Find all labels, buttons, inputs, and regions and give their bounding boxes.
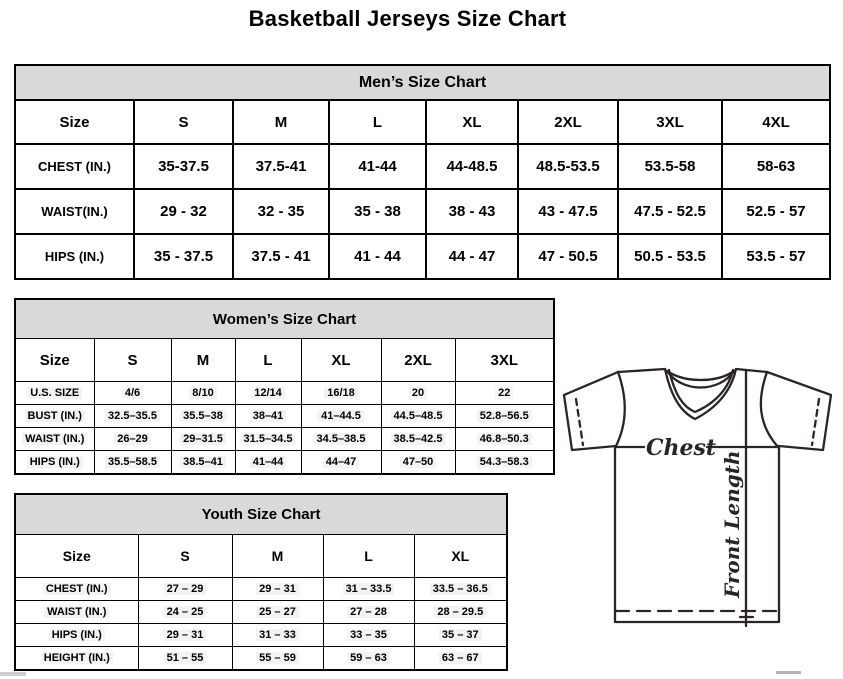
womens-size-value [94, 382, 171, 405]
mens-column-header: S [134, 100, 233, 144]
mens-size-value [618, 189, 722, 234]
womens-size-value-text: 47–50 [400, 456, 437, 468]
mens-column-header: 4XL [722, 100, 830, 144]
mens-size-value-text: 35 - 37.5 [153, 248, 214, 265]
youth-size-value-text: 63 – 67 [439, 652, 482, 664]
mens-size-value [329, 144, 426, 189]
youth-column-header: S [138, 535, 232, 578]
womens-size-value-text: 41–44.5 [318, 410, 364, 422]
mens-size-value [134, 144, 233, 189]
mens-size-value [618, 234, 722, 279]
womens-size-value [455, 382, 554, 405]
womens-table-row [15, 382, 554, 405]
youth-size-value [323, 601, 414, 624]
youth-row-label [15, 578, 138, 601]
jersey-sleeve-right [767, 372, 831, 450]
womens-size-value [455, 405, 554, 428]
womens-size-value-text: 16/18 [324, 387, 358, 399]
womens-table-row [15, 451, 554, 475]
womens-size-value [381, 382, 455, 405]
womens-size-value [381, 405, 455, 428]
youth-row-label [15, 624, 138, 647]
youth-row-label-text: HIPS (IN.) [49, 629, 105, 641]
womens-column-header: XL [301, 339, 381, 382]
womens-size-value [301, 382, 381, 405]
youth-column-header: L [323, 535, 414, 578]
mens-size-value [722, 189, 830, 234]
youth-size-value [414, 624, 507, 647]
mens-size-value-text: 47 - 50.5 [538, 248, 598, 265]
mens-size-value [233, 189, 329, 234]
mens-size-value-text: 50.5 - 53.5 [634, 248, 706, 265]
womens-table-row [15, 428, 554, 451]
womens-size-value-text: 38–41 [250, 410, 287, 422]
front-length-label: Front Length [720, 450, 744, 598]
cuff-left-dashed-line [576, 399, 583, 445]
womens-size-value [301, 428, 381, 451]
mens-size-value [518, 234, 618, 279]
mens-size-value [426, 144, 518, 189]
youth-size-value-text: 24 – 25 [164, 606, 207, 618]
womens-column-header: 3XL [455, 339, 554, 382]
womens-column-header: Size [15, 339, 94, 382]
youth-size-value [323, 624, 414, 647]
womens-size-value [94, 405, 171, 428]
page-title: Basketball Jerseys Size Chart [248, 6, 567, 31]
womens-size-value-text: 38.5–41 [180, 456, 226, 468]
youth-row-label [15, 647, 138, 671]
youth-size-value [138, 624, 232, 647]
mens-size-value-text: 53.5 - 57 [746, 248, 806, 265]
youth-row-label [15, 601, 138, 624]
youth-size-value-text: 35 – 37 [439, 629, 482, 641]
mens-column-header: Size [15, 100, 134, 144]
youth-column-header: Size [15, 535, 138, 578]
womens-size-value [235, 405, 301, 428]
womens-size-value-text: 38.5–42.5 [391, 433, 446, 445]
youth-size-value [232, 578, 323, 601]
jersey-armhole-left-seam [615, 372, 625, 448]
mens-size-value-text: 35 - 38 [354, 203, 401, 220]
mens-size-value-text: 35-37.5 [158, 158, 209, 175]
womens-row-label-text: HIPS (IN.) [27, 456, 83, 468]
womens-size-value [235, 382, 301, 405]
womens-size-value [235, 451, 301, 475]
youth-size-value-text: 29 – 31 [256, 583, 299, 595]
womens-size-value [455, 428, 554, 451]
jersey-diagram [555, 355, 840, 645]
mens-row-label [15, 189, 134, 234]
womens-size-value [381, 451, 455, 475]
womens-size-value-text: 32.5–35.5 [105, 410, 160, 422]
mens-table-row [15, 234, 830, 279]
womens-row-label [15, 405, 94, 428]
youth-size-value-text: 29 – 31 [164, 629, 207, 641]
mens-size-value [518, 144, 618, 189]
mens-size-value-text: 58-63 [756, 158, 796, 175]
womens-row-label-text: WAIST (IN.) [22, 433, 87, 445]
womens-size-value-text: 26–29 [114, 433, 151, 445]
mens-size-value-text: 37.5-41 [255, 158, 307, 175]
womens-column-header: M [171, 339, 235, 382]
mens-size-value [134, 234, 233, 279]
mens-size-value [722, 144, 830, 189]
mens-chart-title: Men’s Size Chart [15, 65, 830, 100]
mens-size-value-text: 29 - 32 [160, 203, 207, 220]
womens-size-value-text: 44–47 [323, 456, 360, 468]
womens-size-value-text: 22 [495, 387, 513, 399]
youth-size-value [414, 647, 507, 671]
youth-size-value [232, 601, 323, 624]
womens-size-value-text: 20 [409, 387, 427, 399]
mens-size-value-text: 53.5-58 [644, 158, 696, 175]
womens-size-value-text: 29–31.5 [180, 433, 226, 445]
womens-size-value [171, 451, 235, 475]
jersey-shoulder-right-line [736, 369, 767, 372]
youth-table-row [15, 601, 507, 624]
youth-size-value [138, 601, 232, 624]
womens-size-value [171, 382, 235, 405]
womens-size-value [94, 451, 171, 475]
womens-column-header: S [94, 339, 171, 382]
mens-column-header: 3XL [618, 100, 722, 144]
womens-size-value-text: 46.8–50.3 [477, 433, 532, 445]
womens-table-row [15, 405, 554, 428]
mens-size-value-text: 44 - 47 [448, 248, 496, 265]
youth-table-row [15, 624, 507, 647]
youth-size-value [323, 647, 414, 671]
womens-size-value [235, 428, 301, 451]
youth-size-value-text: 51 – 55 [164, 652, 207, 664]
womens-row-label [15, 451, 94, 475]
mens-size-table [14, 64, 831, 280]
womens-size-value-text: 31.5–34.5 [241, 433, 296, 445]
mens-row-label-text: HIPS (IN.) [44, 249, 105, 264]
mens-column-header: 2XL [518, 100, 618, 144]
youth-chart-title: Youth Size Chart [15, 494, 507, 535]
youth-size-value [138, 578, 232, 601]
youth-size-table [14, 493, 508, 671]
mens-row-label-text: CHEST (IN.) [38, 159, 111, 174]
youth-size-value-text: 33 – 35 [347, 629, 390, 641]
youth-size-value [414, 578, 507, 601]
womens-size-value [301, 451, 381, 475]
womens-size-value-text: 4/6 [122, 387, 143, 399]
mens-size-value-text: 44-48.5 [446, 158, 498, 175]
youth-row-label-text: WAIST (IN.) [44, 606, 109, 618]
youth-column-header: XL [414, 535, 507, 578]
mens-size-value [134, 189, 233, 234]
womens-size-value-text: 52.8–56.5 [477, 410, 532, 422]
womens-size-value-text: 35.5–38 [180, 410, 226, 422]
youth-size-value-text: 55 – 59 [256, 652, 299, 664]
youth-size-value [232, 647, 323, 671]
jersey-collar-band-arc1 [667, 371, 734, 380]
mens-size-value [233, 234, 329, 279]
youth-row-label-text: HEIGHT (IN.) [41, 652, 113, 664]
youth-size-value [232, 624, 323, 647]
womens-row-label-text: BUST (IN.) [25, 410, 85, 422]
chest-label: Chest [646, 435, 717, 461]
mens-row-label [15, 144, 134, 189]
mens-table-row [15, 144, 830, 189]
womens-size-value [94, 428, 171, 451]
mens-size-value [722, 234, 830, 279]
mens-column-header: XL [426, 100, 518, 144]
mens-size-value [426, 234, 518, 279]
mens-size-value-text: 48.5-53.5 [536, 158, 600, 175]
jersey-shoulder-left-line [618, 369, 665, 372]
mens-row-label-text: WAIST(IN.) [41, 204, 108, 219]
jersey-body-outline [615, 448, 779, 622]
mens-size-value-text: 37.5 - 41 [251, 248, 311, 265]
mens-size-value-text: 47.5 - 52.5 [634, 203, 706, 220]
womens-column-header: 2XL [381, 339, 455, 382]
womens-size-value [171, 428, 235, 451]
youth-size-value-text: 28 – 29.5 [434, 606, 486, 618]
youth-size-value [323, 578, 414, 601]
womens-row-label [15, 382, 94, 405]
youth-size-value [138, 647, 232, 671]
womens-size-table [14, 298, 555, 475]
womens-size-value-text: 41–44 [250, 456, 287, 468]
womens-size-value [381, 428, 455, 451]
scrollbar-fragment-right[interactable] [776, 671, 801, 674]
youth-table-row [15, 647, 507, 671]
mens-column-header: M [233, 100, 329, 144]
mens-size-value-text: 41 - 44 [354, 248, 401, 265]
womens-size-value-text: 35.5–58.5 [105, 456, 160, 468]
womens-size-value-text: 8/10 [189, 387, 216, 399]
mens-size-value [518, 189, 618, 234]
mens-size-value [329, 189, 426, 234]
womens-size-value-text: 12/14 [251, 387, 285, 399]
womens-column-header: L [235, 339, 301, 382]
mens-size-value [426, 189, 518, 234]
youth-size-value [414, 601, 507, 624]
mens-size-value [329, 234, 426, 279]
womens-size-value-text: 44.5–48.5 [391, 410, 446, 422]
womens-row-label [15, 428, 94, 451]
mens-size-value [233, 144, 329, 189]
scrollbar-fragment-left[interactable] [0, 672, 26, 676]
youth-column-header: M [232, 535, 323, 578]
cuff-right-dashed-line [812, 399, 819, 445]
youth-row-label-text: CHEST (IN.) [43, 583, 111, 595]
mens-size-value-text: 32 - 35 [257, 203, 305, 220]
mens-size-value [618, 144, 722, 189]
youth-size-value-text: 27 – 28 [347, 606, 390, 618]
womens-row-label-text: U.S. SIZE [27, 387, 82, 399]
mens-size-value-text: 38 - 43 [448, 203, 496, 220]
womens-size-value [171, 405, 235, 428]
mens-column-header: L [329, 100, 426, 144]
womens-size-value-text: 54.3–58.3 [477, 456, 532, 468]
mens-row-label [15, 234, 134, 279]
womens-size-value [455, 451, 554, 475]
womens-size-value [301, 405, 381, 428]
youth-size-value-text: 33.5 – 36.5 [430, 583, 491, 595]
youth-size-value-text: 31 – 33 [256, 629, 299, 641]
youth-size-value-text: 59 – 63 [347, 652, 390, 664]
womens-chart-title: Women’s Size Chart [15, 299, 554, 339]
youth-size-value-text: 25 – 27 [256, 606, 299, 618]
mens-size-value-text: 43 - 47.5 [538, 203, 598, 220]
youth-table-row [15, 578, 507, 601]
mens-size-value-text: 52.5 - 57 [746, 203, 806, 220]
jersey-armhole-right-seam [761, 372, 779, 448]
mens-table-row [15, 189, 830, 234]
mens-size-value-text: 41-44 [358, 158, 397, 175]
jersey-sleeve-left [564, 372, 618, 450]
youth-size-value-text: 27 – 29 [164, 583, 207, 595]
womens-size-value-text: 34.5–38.5 [314, 433, 369, 445]
youth-size-value-text: 31 – 33.5 [343, 583, 395, 595]
